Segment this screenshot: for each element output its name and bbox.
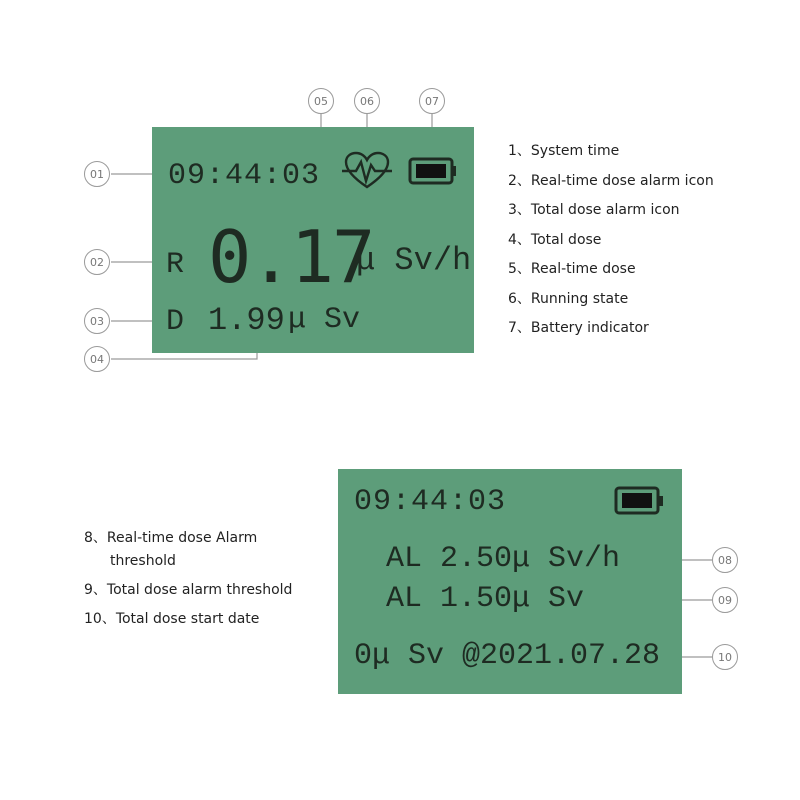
realtime-dose-value: 0.17 xyxy=(208,215,374,299)
callout-03: 03 xyxy=(84,308,110,334)
battery-icon xyxy=(408,157,458,185)
callout-05: 05 xyxy=(308,88,334,114)
heartbeat-icon xyxy=(342,151,392,191)
battery-icon-2 xyxy=(614,486,666,516)
legend-bottom xyxy=(84,527,324,637)
callout-07: 07 xyxy=(419,88,445,114)
realtime-dose-unit: μ Sv/h xyxy=(356,242,472,279)
callout-04: 04 xyxy=(84,346,110,372)
callout-08: 08 xyxy=(712,547,738,573)
legend-item-8: 8、Real-time dose Alarm threshold xyxy=(84,530,258,569)
total-dose-value: 1.99 xyxy=(208,302,285,339)
callout-06: 06 xyxy=(354,88,380,114)
legend-item-3: 3、Total dose alarm icon xyxy=(508,202,680,218)
total-prefix: D xyxy=(166,305,185,339)
legend-item-7: 7、Battery indicator xyxy=(508,320,649,336)
callout-09: 09 xyxy=(712,587,738,613)
legend-item-1: 1、System time xyxy=(508,143,620,159)
total-dose-start-date: 0μ Sv @2021.07.28 xyxy=(354,639,661,673)
realtime-alarm-threshold: AL 2.50μ Sv/h xyxy=(386,542,621,576)
lcd-screen-main xyxy=(152,127,474,353)
legend-item-2: 2、Real-time dose alarm icon xyxy=(508,172,714,189)
total-dose-unit: μ Sv xyxy=(288,303,361,337)
system-time-2: 09:44:03 xyxy=(354,485,507,519)
lcd-screen-alarm-settings xyxy=(338,469,682,694)
system-time: 09:44:03 xyxy=(168,159,321,193)
realtime-prefix: R xyxy=(166,248,185,282)
callout-02: 02 xyxy=(84,249,110,275)
total-alarm-threshold: AL 1.50μ Sv xyxy=(386,582,585,616)
legend-item-4: 4、Total dose xyxy=(508,231,602,248)
callout-10: 10 xyxy=(712,644,738,670)
callout-01: 01 xyxy=(84,161,110,187)
legend-item-9: 9、Total dose alarm threshold xyxy=(84,582,293,598)
legend-top xyxy=(508,137,714,344)
legend-item-6: 6、Running state xyxy=(508,290,629,307)
legend-item-10: 10、Total dose start date xyxy=(84,611,260,627)
legend-item-5: 5、Real-time dose xyxy=(508,261,636,277)
